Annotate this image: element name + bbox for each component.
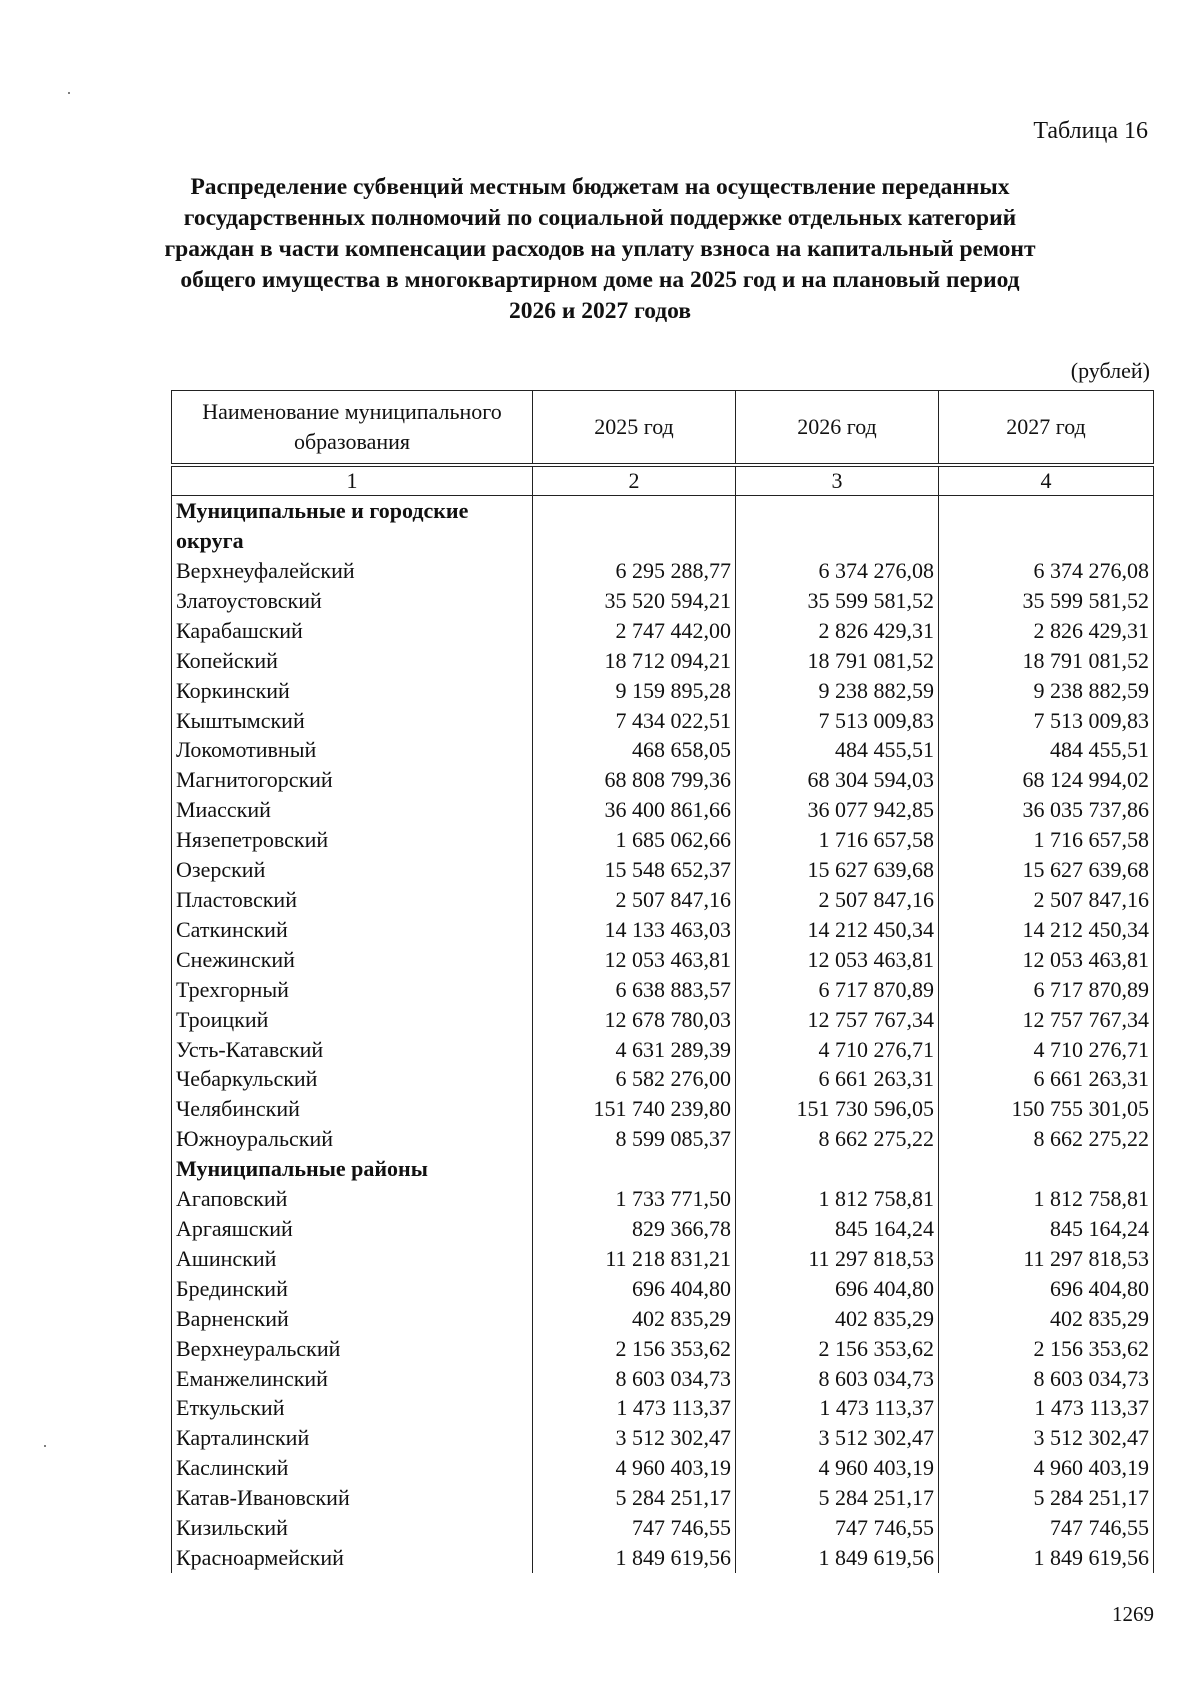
municipality-name: Кыштымский	[172, 706, 533, 736]
column-number: 1	[172, 465, 533, 496]
value-2026: 12 757 767,34	[736, 1005, 939, 1035]
value-2027: 11 297 818,53	[939, 1244, 1154, 1274]
value-2026: 3 512 302,47	[736, 1423, 939, 1453]
value-2025: 2 507 847,16	[533, 885, 736, 915]
value-2026: 9 238 882,59	[736, 676, 939, 706]
empty-cell	[533, 496, 736, 557]
value-2027: 7 513 009,83	[939, 706, 1154, 736]
value-2025: 6 582 276,00	[533, 1064, 736, 1094]
municipality-name: Снежинский	[172, 945, 533, 975]
value-2025: 6 295 288,77	[533, 556, 736, 586]
value-2027: 18 791 081,52	[939, 646, 1154, 676]
municipality-name: Карабашский	[172, 616, 533, 646]
value-2025: 151 740 239,80	[533, 1094, 736, 1124]
municipality-name: Челябинский	[172, 1094, 533, 1124]
value-2026: 14 212 450,34	[736, 915, 939, 945]
value-2026: 12 053 463,81	[736, 945, 939, 975]
value-2027: 9 238 882,59	[939, 676, 1154, 706]
value-2027: 150 755 301,05	[939, 1094, 1154, 1124]
municipality-name: Южноуральский	[172, 1124, 533, 1154]
value-2027: 1 473 113,37	[939, 1393, 1154, 1423]
value-2025: 2 747 442,00	[533, 616, 736, 646]
table-row	[172, 1304, 1154, 1334]
municipality-name: Пластовский	[172, 885, 533, 915]
value-2027: 36 035 737,86	[939, 795, 1154, 825]
value-2027: 14 212 450,34	[939, 915, 1154, 945]
value-2026: 2 156 353,62	[736, 1334, 939, 1364]
value-2026: 747 746,55	[736, 1513, 939, 1543]
municipality-name: Копейский	[172, 646, 533, 676]
header-2027: 2027 год	[939, 391, 1154, 466]
municipality-name: Нязепетровский	[172, 825, 533, 855]
value-2026: 1 716 657,58	[736, 825, 939, 855]
value-2026: 6 374 276,08	[736, 556, 939, 586]
value-2025: 11 218 831,21	[533, 1244, 736, 1274]
header-2025: 2025 год	[533, 391, 736, 466]
table-row	[172, 706, 1154, 736]
scan-speck	[68, 92, 70, 94]
table-row	[172, 616, 1154, 646]
value-2025: 747 746,55	[533, 1513, 736, 1543]
table-row	[172, 1513, 1154, 1543]
table-row	[172, 676, 1154, 706]
table-row	[172, 825, 1154, 855]
municipality-name: Каслинский	[172, 1453, 533, 1483]
value-2025: 402 835,29	[533, 1304, 736, 1334]
value-2026: 5 284 251,17	[736, 1483, 939, 1513]
header-municipality: Наименование муниципального образования	[172, 391, 533, 466]
municipality-name: Усть-Катавский	[172, 1035, 533, 1065]
empty-cell	[939, 1154, 1154, 1184]
table-row	[172, 586, 1154, 616]
value-2026: 18 791 081,52	[736, 646, 939, 676]
empty-cell	[533, 1154, 736, 1184]
value-2027: 2 507 847,16	[939, 885, 1154, 915]
value-2025: 12 678 780,03	[533, 1005, 736, 1035]
table-row	[172, 1005, 1154, 1035]
header-2026: 2026 год	[736, 391, 939, 466]
table-body	[172, 465, 1154, 1573]
value-2026: 36 077 942,85	[736, 795, 939, 825]
municipality-name: Еткульский	[172, 1393, 533, 1423]
table-row	[172, 765, 1154, 795]
municipality-name: Красноармейский	[172, 1543, 533, 1573]
municipality-name: Трехгорный	[172, 975, 533, 1005]
value-2025: 12 053 463,81	[533, 945, 736, 975]
group-title: Муниципальные районы	[172, 1154, 533, 1184]
municipality-name: Еманжелинский	[172, 1364, 533, 1394]
value-2027: 6 661 263,31	[939, 1064, 1154, 1094]
value-2025: 36 400 861,66	[533, 795, 736, 825]
value-2025: 14 133 463,03	[533, 915, 736, 945]
municipality-name: Локомотивный	[172, 735, 533, 765]
scan-speck	[44, 1445, 46, 1447]
subvention-table	[171, 390, 1154, 1573]
value-2027: 1 716 657,58	[939, 825, 1154, 855]
value-2026: 1 849 619,56	[736, 1543, 939, 1573]
table-row	[172, 1334, 1154, 1364]
units-label: (рублей)	[1070, 358, 1150, 383]
value-2025: 1 473 113,37	[533, 1393, 736, 1423]
value-2027: 845 164,24	[939, 1214, 1154, 1244]
group-title: Муниципальные и городские округа	[172, 496, 533, 557]
municipality-name: Златоустовский	[172, 586, 533, 616]
municipality-name: Саткинский	[172, 915, 533, 945]
value-2027: 12 757 767,34	[939, 1005, 1154, 1035]
table-row	[172, 735, 1154, 765]
table-row	[172, 556, 1154, 586]
municipality-name: Верхнеуфалейский	[172, 556, 533, 586]
value-2025: 18 712 094,21	[533, 646, 736, 676]
value-2026: 1 812 758,81	[736, 1184, 939, 1214]
value-2025: 1 849 619,56	[533, 1543, 736, 1573]
value-2025: 2 156 353,62	[533, 1334, 736, 1364]
value-2027: 5 284 251,17	[939, 1483, 1154, 1513]
value-2025: 1 733 771,50	[533, 1184, 736, 1214]
value-2025: 468 658,05	[533, 735, 736, 765]
value-2025: 4 960 403,19	[533, 1453, 736, 1483]
table-row	[172, 885, 1154, 915]
municipality-name: Аргаяшский	[172, 1214, 533, 1244]
value-2027: 402 835,29	[939, 1304, 1154, 1334]
municipality-name: Агаповский	[172, 1184, 533, 1214]
value-2026: 11 297 818,53	[736, 1244, 939, 1274]
value-2027: 3 512 302,47	[939, 1423, 1154, 1453]
value-2026: 68 304 594,03	[736, 765, 939, 795]
value-2026: 35 599 581,52	[736, 586, 939, 616]
municipality-name: Коркинский	[172, 676, 533, 706]
value-2026: 402 835,29	[736, 1304, 939, 1334]
value-2027: 4 960 403,19	[939, 1453, 1154, 1483]
value-2027: 15 627 639,68	[939, 855, 1154, 885]
table-row	[172, 1364, 1154, 1394]
value-2026: 4 960 403,19	[736, 1453, 939, 1483]
page-number: 1269	[1112, 1602, 1154, 1626]
municipality-name: Миасский	[172, 795, 533, 825]
value-2027: 747 746,55	[939, 1513, 1154, 1543]
header-row	[172, 391, 1154, 466]
value-2027: 12 053 463,81	[939, 945, 1154, 975]
value-2026: 845 164,24	[736, 1214, 939, 1244]
table-row	[172, 1393, 1154, 1423]
value-2026: 2 826 429,31	[736, 616, 939, 646]
table-row	[172, 1244, 1154, 1274]
value-2027: 68 124 994,02	[939, 765, 1154, 795]
value-2025: 8 603 034,73	[533, 1364, 736, 1394]
value-2026: 151 730 596,05	[736, 1094, 939, 1124]
group-header-row	[172, 496, 1154, 557]
column-number: 4	[939, 465, 1154, 496]
table-row	[172, 1124, 1154, 1154]
table-row	[172, 1064, 1154, 1094]
table-row	[172, 945, 1154, 975]
value-2025: 3 512 302,47	[533, 1423, 736, 1453]
value-2026: 8 603 034,73	[736, 1364, 939, 1394]
empty-cell	[939, 496, 1154, 557]
column-number-row	[172, 465, 1154, 496]
value-2027: 8 662 275,22	[939, 1124, 1154, 1154]
value-2027: 696 404,80	[939, 1274, 1154, 1304]
table-row	[172, 915, 1154, 945]
table-row	[172, 1453, 1154, 1483]
value-2025: 1 685 062,66	[533, 825, 736, 855]
municipality-name: Катав-Ивановский	[172, 1483, 533, 1513]
value-2027: 4 710 276,71	[939, 1035, 1154, 1065]
value-2026: 6 661 263,31	[736, 1064, 939, 1094]
value-2025: 4 631 289,39	[533, 1035, 736, 1065]
value-2027: 6 374 276,08	[939, 556, 1154, 586]
value-2027: 1 812 758,81	[939, 1184, 1154, 1214]
value-2027: 1 849 619,56	[939, 1543, 1154, 1573]
table-row	[172, 1543, 1154, 1573]
table-row	[172, 1483, 1154, 1513]
value-2027: 8 603 034,73	[939, 1364, 1154, 1394]
value-2025: 35 520 594,21	[533, 586, 736, 616]
table-row	[172, 1184, 1154, 1214]
value-2026: 484 455,51	[736, 735, 939, 765]
table-row	[172, 855, 1154, 885]
value-2026: 4 710 276,71	[736, 1035, 939, 1065]
value-2025: 6 638 883,57	[533, 975, 736, 1005]
municipality-name: Карталинский	[172, 1423, 533, 1453]
value-2026: 1 473 113,37	[736, 1393, 939, 1423]
municipality-name: Ашинский	[172, 1244, 533, 1274]
value-2026: 2 507 847,16	[736, 885, 939, 915]
value-2025: 15 548 652,37	[533, 855, 736, 885]
table-row	[172, 1035, 1154, 1065]
value-2026: 696 404,80	[736, 1274, 939, 1304]
value-2025: 9 159 895,28	[533, 676, 736, 706]
table-row	[172, 975, 1154, 1005]
value-2027: 484 455,51	[939, 735, 1154, 765]
table-label: Таблица 16	[1033, 118, 1148, 144]
value-2026: 15 627 639,68	[736, 855, 939, 885]
value-2025: 829 366,78	[533, 1214, 736, 1244]
value-2026: 8 662 275,22	[736, 1124, 939, 1154]
value-2027: 6 717 870,89	[939, 975, 1154, 1005]
municipality-name: Варненский	[172, 1304, 533, 1334]
table-row	[172, 1423, 1154, 1453]
municipality-name: Озерский	[172, 855, 533, 885]
municipality-name: Магнитогорский	[172, 765, 533, 795]
table-row	[172, 1094, 1154, 1124]
value-2027: 35 599 581,52	[939, 586, 1154, 616]
municipality-name: Брединский	[172, 1274, 533, 1304]
value-2025: 7 434 022,51	[533, 706, 736, 736]
empty-cell	[736, 1154, 939, 1184]
empty-cell	[736, 496, 939, 557]
municipality-name: Верхнеуральский	[172, 1334, 533, 1364]
table-row	[172, 795, 1154, 825]
value-2026: 6 717 870,89	[736, 975, 939, 1005]
column-number: 2	[533, 465, 736, 496]
document-title: Распределение субвенций местным бюджетам на осуществление переданных государственных полномочий по социальной поддержке отдельных категорий граждан в части компенсации расходов на уплату взноса на капитальный ремонт общего имущества в многоквартирном доме на 2025 год и на плановый период 2026 и 2027 годов	[164, 174, 1036, 324]
column-number: 3	[736, 465, 939, 496]
table-row	[172, 1214, 1154, 1244]
value-2025: 5 284 251,17	[533, 1483, 736, 1513]
group-header-row	[172, 1154, 1154, 1184]
value-2027: 2 826 429,31	[939, 616, 1154, 646]
table-row	[172, 1274, 1154, 1304]
value-2025: 696 404,80	[533, 1274, 736, 1304]
municipality-name: Троицкий	[172, 1005, 533, 1035]
value-2026: 7 513 009,83	[736, 706, 939, 736]
value-2025: 8 599 085,37	[533, 1124, 736, 1154]
table-row	[172, 646, 1154, 676]
value-2027: 2 156 353,62	[939, 1334, 1154, 1364]
municipality-name: Чебаркульский	[172, 1064, 533, 1094]
municipality-name: Кизильский	[172, 1513, 533, 1543]
value-2025: 68 808 799,36	[533, 765, 736, 795]
